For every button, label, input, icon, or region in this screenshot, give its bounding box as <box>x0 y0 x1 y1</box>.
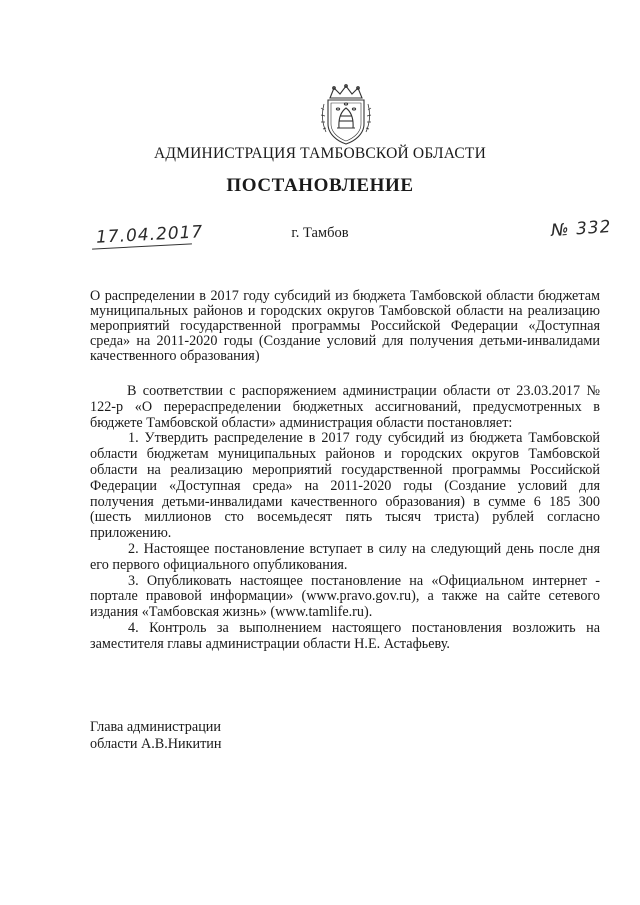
signature-title: Глава администрации <box>90 719 221 735</box>
item-paragraph-2: 2. Настоящее постановление вступает в силу на следующий день после дня его первого официального опубликования. <box>90 540 600 573</box>
organization-name: АДМИНИСТРАЦИЯ ТАМБОВСКОЙ ОБЛАСТИ <box>154 145 486 162</box>
document-city: г. Тамбов <box>291 225 349 241</box>
item-paragraph-1: 1. Утвердить распределение в 2017 году субсидий из бюджета Тамбовской области бюджетам муниципальных районов и городских округов Тамбовской области на реализацию мероприятий государственной программы Российской Федерации «Доступная среда» на 2011-2020 годы (Создание условий для получения детьми-инвалидами качественного образования) в сумме 6 185 300 (шесть миллионов сто восемьдесят пять тысяч триста) рублей согласно приложению. <box>90 430 600 542</box>
preamble-paragraph: В соответствии с распоряжением администрации области от 23.03.2017 № 122-р «О перераспределении бюджетных ассигнований, предусмотренных в бюджете Тамбовской области» администрация области постановляет: <box>90 383 600 431</box>
signature-block <box>90 719 221 753</box>
document-type-title: ПОСТАНОВЛЕНИЕ <box>226 175 414 196</box>
signature-name: области А.В.Никитин <box>90 736 222 752</box>
item-paragraph-4: 4. Контроль за выполнением настоящего постановления возложить на заместителя главы администрации области Н.Е. Астафьеву. <box>90 619 600 652</box>
coat-of-arms-icon <box>318 84 374 146</box>
document-subject: О распределении в 2017 году субсидий из бюджета Тамбовской области бюджетам муниципальных районов и городских округов Тамбовской области на реализацию мероприятий государственной программы Российской Федерации «Доступная среда» на 2011-2020 годы (Создание условий для получения детьми-инвалидами качественного образования) <box>90 288 600 364</box>
item-paragraph-3: 3. Опубликовать настоящее постановление на «Официальном интернет - портале правовой информации» (www.pravo.gov.ru), а также на сайте сетевого издания «Тамбовская жизнь» (www.tamlife.ru). <box>90 572 600 621</box>
document-date: 17.04.2017 <box>95 222 204 248</box>
document-body <box>90 384 600 653</box>
document-number: № 332 <box>550 216 613 242</box>
